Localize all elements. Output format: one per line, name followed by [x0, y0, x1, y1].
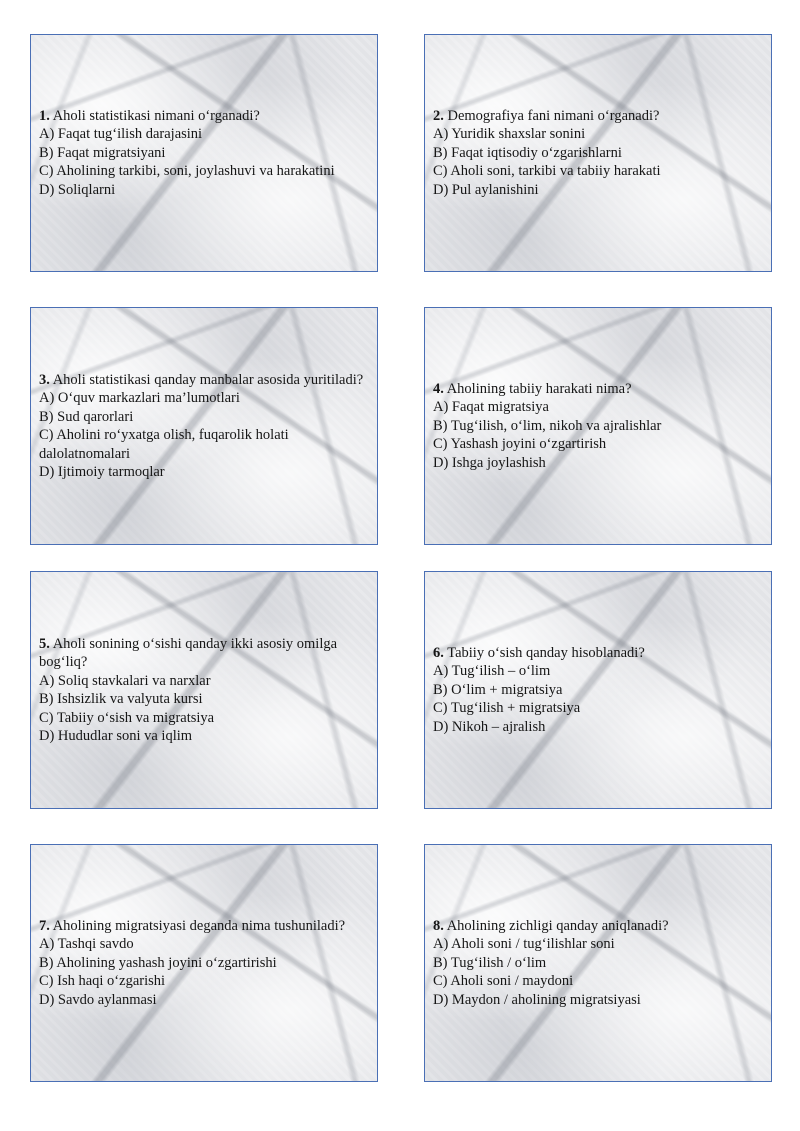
question-text [433, 917, 765, 936]
question-card-content [433, 35, 765, 271]
question-text [39, 917, 371, 936]
option-c: C) Yashash joyini o‘zgartirish [433, 436, 607, 453]
option-c: C) Tabiiy o‘sish va migratsiya [39, 709, 215, 726]
question-text [433, 107, 765, 126]
question-text [39, 107, 371, 126]
question-card-content [433, 308, 765, 544]
question-card-content [39, 572, 371, 808]
question-number: 3. [39, 371, 50, 388]
option-c: C) Aholi soni, tarkibi va tabiiy harakati [433, 163, 661, 180]
option-b: B) Faqat migratsiyani [39, 144, 166, 161]
question-number: 8. [433, 917, 444, 934]
option-b: B) Aholining yashash joyini o‘zgartirishi [39, 954, 277, 971]
question-card-4 [424, 307, 772, 545]
option-b: B) Sud qarorlari [39, 408, 134, 425]
option-a: A) Aholi soni / tug‘ilishlar soni [433, 936, 615, 953]
option-a: A) Faqat migratsiya [433, 399, 549, 416]
question-card-content [433, 572, 765, 808]
option-d: D) Pul aylanishini [433, 181, 539, 198]
question-card-1 [30, 34, 378, 272]
option-c: C) Ish haqi o‘zgarishi [39, 973, 166, 990]
question-prompt: Tabiiy o‘sish qanday hisoblanadi? [447, 644, 645, 661]
option-c: C) Aholi soni / maydoni [433, 973, 574, 990]
question-prompt: Aholi statistikasi nimani o‘rganadi? [52, 107, 260, 124]
question-card-5 [30, 571, 378, 809]
question-card-6 [424, 571, 772, 809]
question-card-content [39, 35, 371, 271]
question-number: 6. [433, 644, 444, 661]
question-prompt: Aholi sonining o‘sishi qanday ikki asosiy omilga bog‘liq? [39, 635, 338, 670]
question-card-content [39, 845, 371, 1081]
option-a: A) Tashqi savdo [39, 936, 134, 953]
option-d: D) Maydon / aholining migratsiyasi [433, 991, 641, 1008]
question-prompt: Demografiya fani nimani o‘rganadi? [447, 107, 660, 124]
option-b: B) Tug‘ilish / o‘lim [433, 954, 547, 971]
question-card-2 [424, 34, 772, 272]
question-card-content [39, 308, 371, 544]
option-c: C) Aholining tarkibi, soni, joylashuvi va harakatini [39, 163, 335, 180]
option-b: B) Faqat iqtisodiy o‘zgarishlarni [433, 144, 622, 161]
option-b: B) O‘lim + migratsiya [433, 681, 563, 698]
option-a: A) Yuridik shaxslar sonini [433, 126, 586, 143]
option-d: D) Nikoh – ajralish [433, 718, 546, 735]
question-number: 1. [39, 107, 50, 124]
question-text [433, 644, 765, 663]
option-d: D) Ijtimoiy tarmoqlar [39, 464, 165, 480]
question-card-7 [30, 844, 378, 1082]
question-card-8 [424, 844, 772, 1082]
question-text [39, 635, 371, 672]
question-text [433, 380, 765, 399]
question-prompt: Aholi statistikasi qanday manbalar asosida yuritiladi? [52, 371, 364, 388]
question-text [39, 371, 371, 390]
option-d: D) Hududlar soni va iqlim [39, 728, 193, 744]
option-a: A) Tug‘ilish – o‘lim [433, 663, 551, 680]
option-a: A) Faqat tug‘ilish darajasini [39, 126, 203, 143]
option-a: A) O‘quv markazlari ma’lumotlari [39, 390, 240, 406]
question-number: 5. [39, 635, 50, 652]
question-number: 2. [433, 107, 444, 124]
question-number: 4. [433, 380, 444, 397]
option-d: D) Soliqlarni [39, 181, 116, 198]
question-number: 7. [39, 917, 50, 934]
question-card-3 [30, 307, 378, 545]
question-card-content [433, 845, 765, 1081]
option-d: D) Savdo aylanmasi [39, 991, 157, 1008]
question-prompt: Aholining migratsiyasi deganda nima tushuniladi? [52, 917, 346, 934]
option-d: D) Ishga joylashish [433, 454, 546, 471]
option-c: C) Aholini ro‘yxatga olish, fuqarolik holati dalolatnomalari [39, 427, 289, 462]
option-a: A) Soliq stavkalari va narxlar [39, 672, 211, 689]
question-prompt: Aholining tabiiy harakati nima? [446, 380, 632, 397]
option-b: B) Tug‘ilish, o‘lim, nikoh va ajralishlar [433, 417, 662, 434]
option-c: C) Tug‘ilish + migratsiya [433, 700, 581, 717]
question-prompt: Aholining zichligi qanday aniqlanadi? [446, 917, 669, 934]
option-b: B) Ishsizlik va valyuta kursi [39, 691, 203, 707]
